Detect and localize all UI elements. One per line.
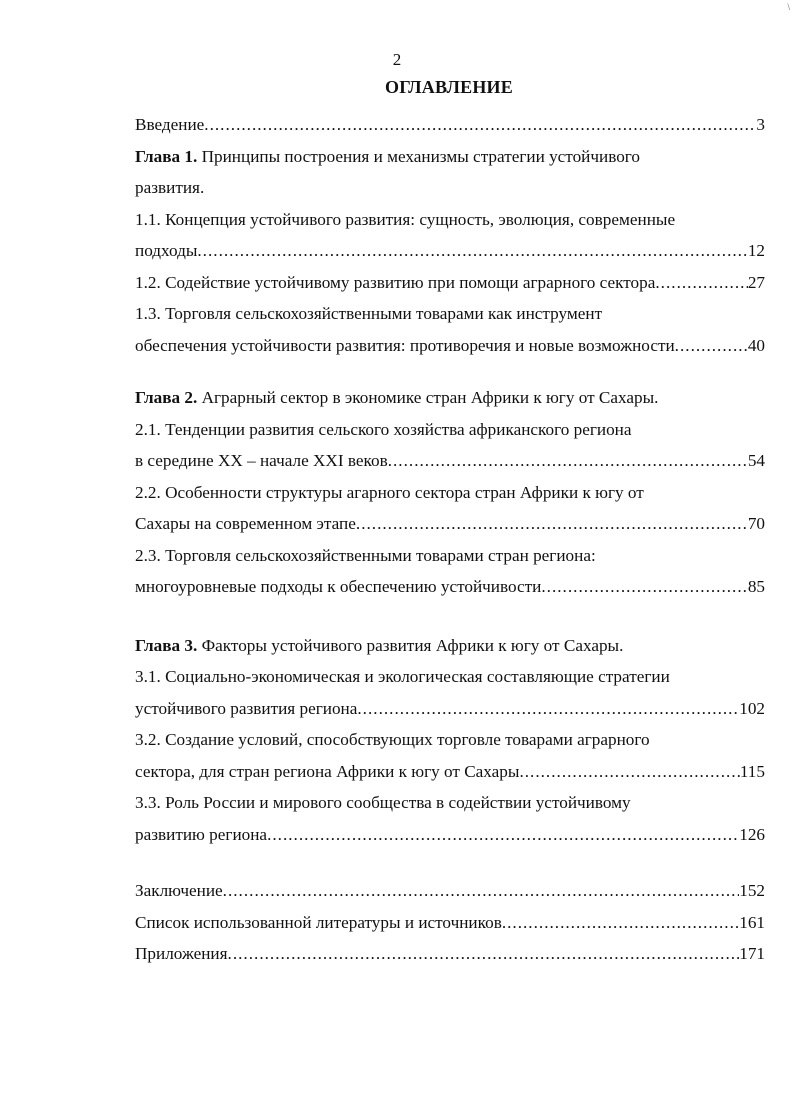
table-of-contents — [135, 109, 765, 970]
entry-text: Список использованной литературы и источников — [135, 912, 502, 932]
section-1-2[interactable] — [135, 267, 765, 299]
entry-page: 161 — [739, 912, 765, 932]
section-2-3[interactable]: 2.3. Торговля сельскохозяйственными товарами стран региона: — [135, 545, 596, 565]
entry-text: подходы — [135, 241, 198, 260]
leader-dots — [223, 875, 740, 907]
spacer — [135, 603, 765, 630]
leader-dots — [267, 819, 739, 851]
page-number: 2 — [392, 50, 402, 69]
toc-entry-appendices[interactable] — [135, 938, 765, 970]
leader-dots — [228, 938, 740, 970]
toc-entry-conclusion[interactable] — [135, 875, 765, 907]
toc-entry-intro[interactable] — [135, 109, 765, 141]
entry-text: многоуровневые подходы к обеспечению устойчивости — [135, 577, 542, 596]
section-3-3-cont[interactable] — [135, 819, 765, 851]
chapter-2-heading[interactable] — [135, 382, 765, 414]
entry-page: 85 — [747, 577, 765, 596]
entry-page: 27 — [747, 272, 765, 292]
section-3-2[interactable]: 3.2. Создание условий, способствующих торговле товарами аграрного — [135, 730, 650, 749]
entry-page: 152 — [739, 881, 765, 900]
leader-dots — [541, 571, 747, 603]
entry-text: устойчивого развития региона — [135, 698, 358, 718]
section-3-3[interactable]: 3.3. Роль России и мирового сообщества в содействии устойчивому — [135, 793, 631, 812]
section-1-1-cont[interactable] — [135, 235, 765, 267]
chapter-title: Принципы построения и механизмы стратегии устойчивого — [201, 146, 641, 166]
section-2-1-cont[interactable] — [135, 445, 765, 477]
page-title: ОГЛАВЛЕНИЕ — [385, 77, 513, 97]
entry-text: Сахары на современном этапе — [135, 514, 356, 533]
leader-dots — [197, 235, 747, 267]
entry-text: Приложения — [135, 944, 228, 963]
entry-page: 70 — [747, 514, 765, 533]
entry-text: 1.2. Содействие устойчивому развитию при помощи аграрного сектора — [135, 272, 656, 292]
entry-page: 3 — [756, 115, 765, 134]
section-3-2-cont[interactable] — [135, 756, 765, 788]
entry-page: 115 — [739, 761, 765, 781]
entry-page: 40 — [747, 335, 765, 355]
chapter-3-heading[interactable] — [135, 630, 765, 662]
chapter-1-heading-cont: развития. — [135, 178, 205, 197]
entry-text: сектора, для стран региона Африки к югу от Сахары — [135, 761, 520, 781]
chapter-1-heading[interactable] — [135, 141, 765, 173]
section-2-2-cont[interactable] — [135, 508, 765, 540]
entry-text: Заключение — [135, 881, 223, 900]
toc-entry-references[interactable] — [135, 907, 765, 939]
entry-text: обеспечения устойчивости развития: противоречия и новые возможности — [135, 335, 675, 355]
section-2-1[interactable]: 2.1. Тенденции развития сельского хозяйства африканского региона — [135, 419, 632, 439]
leader-dots — [655, 267, 747, 299]
entry-page: 126 — [739, 824, 765, 844]
leader-dots — [388, 445, 748, 477]
leader-dots — [356, 508, 748, 540]
section-1-3-cont[interactable] — [135, 330, 765, 362]
entry-page: 12 — [747, 241, 765, 260]
entry-page: 171 — [739, 944, 765, 963]
section-2-3-cont[interactable] — [135, 571, 765, 603]
entry-text: Введение — [135, 115, 205, 134]
chapter-title: Факторы устойчивого развития Африки к югу от Сахары. — [201, 635, 624, 655]
section-2-2[interactable]: 2.2. Особенности структуры агарного сектора стран Африки к югу от — [135, 482, 644, 502]
entry-page: 54 — [747, 451, 765, 470]
leader-dots — [675, 330, 748, 362]
chapter-title: Аграрный сектор в экономике стран Африки к югу от Сахары. — [201, 388, 659, 407]
section-1-3[interactable]: 1.3. Торговля сельскохозяйственными товарами как инструмент — [135, 304, 603, 323]
leader-dots — [519, 756, 739, 788]
leader-dots — [357, 693, 739, 725]
chapter-label: Глава 1. — [135, 146, 198, 166]
leader-dots — [204, 109, 756, 141]
entry-page: 102 — [739, 698, 765, 718]
section-3-1-cont[interactable] — [135, 693, 765, 725]
chapter-label: Глава 3. — [135, 635, 198, 655]
section-3-1[interactable]: 3.1. Социально-экономическая и экологическая составляющие стратегии — [135, 667, 670, 686]
spacer — [135, 850, 765, 875]
entry-text: в середине XX – начале XXI веков — [135, 451, 388, 470]
entry-text: развитию региона — [135, 824, 268, 844]
chapter-label: Глава 2. — [135, 388, 198, 407]
spacer — [135, 361, 765, 382]
scan-mark: \ — [787, 2, 790, 12]
leader-dots — [502, 907, 739, 939]
section-1-1[interactable]: 1.1. Концепция устойчивого развития: сущность, эволюция, современные — [135, 209, 676, 229]
